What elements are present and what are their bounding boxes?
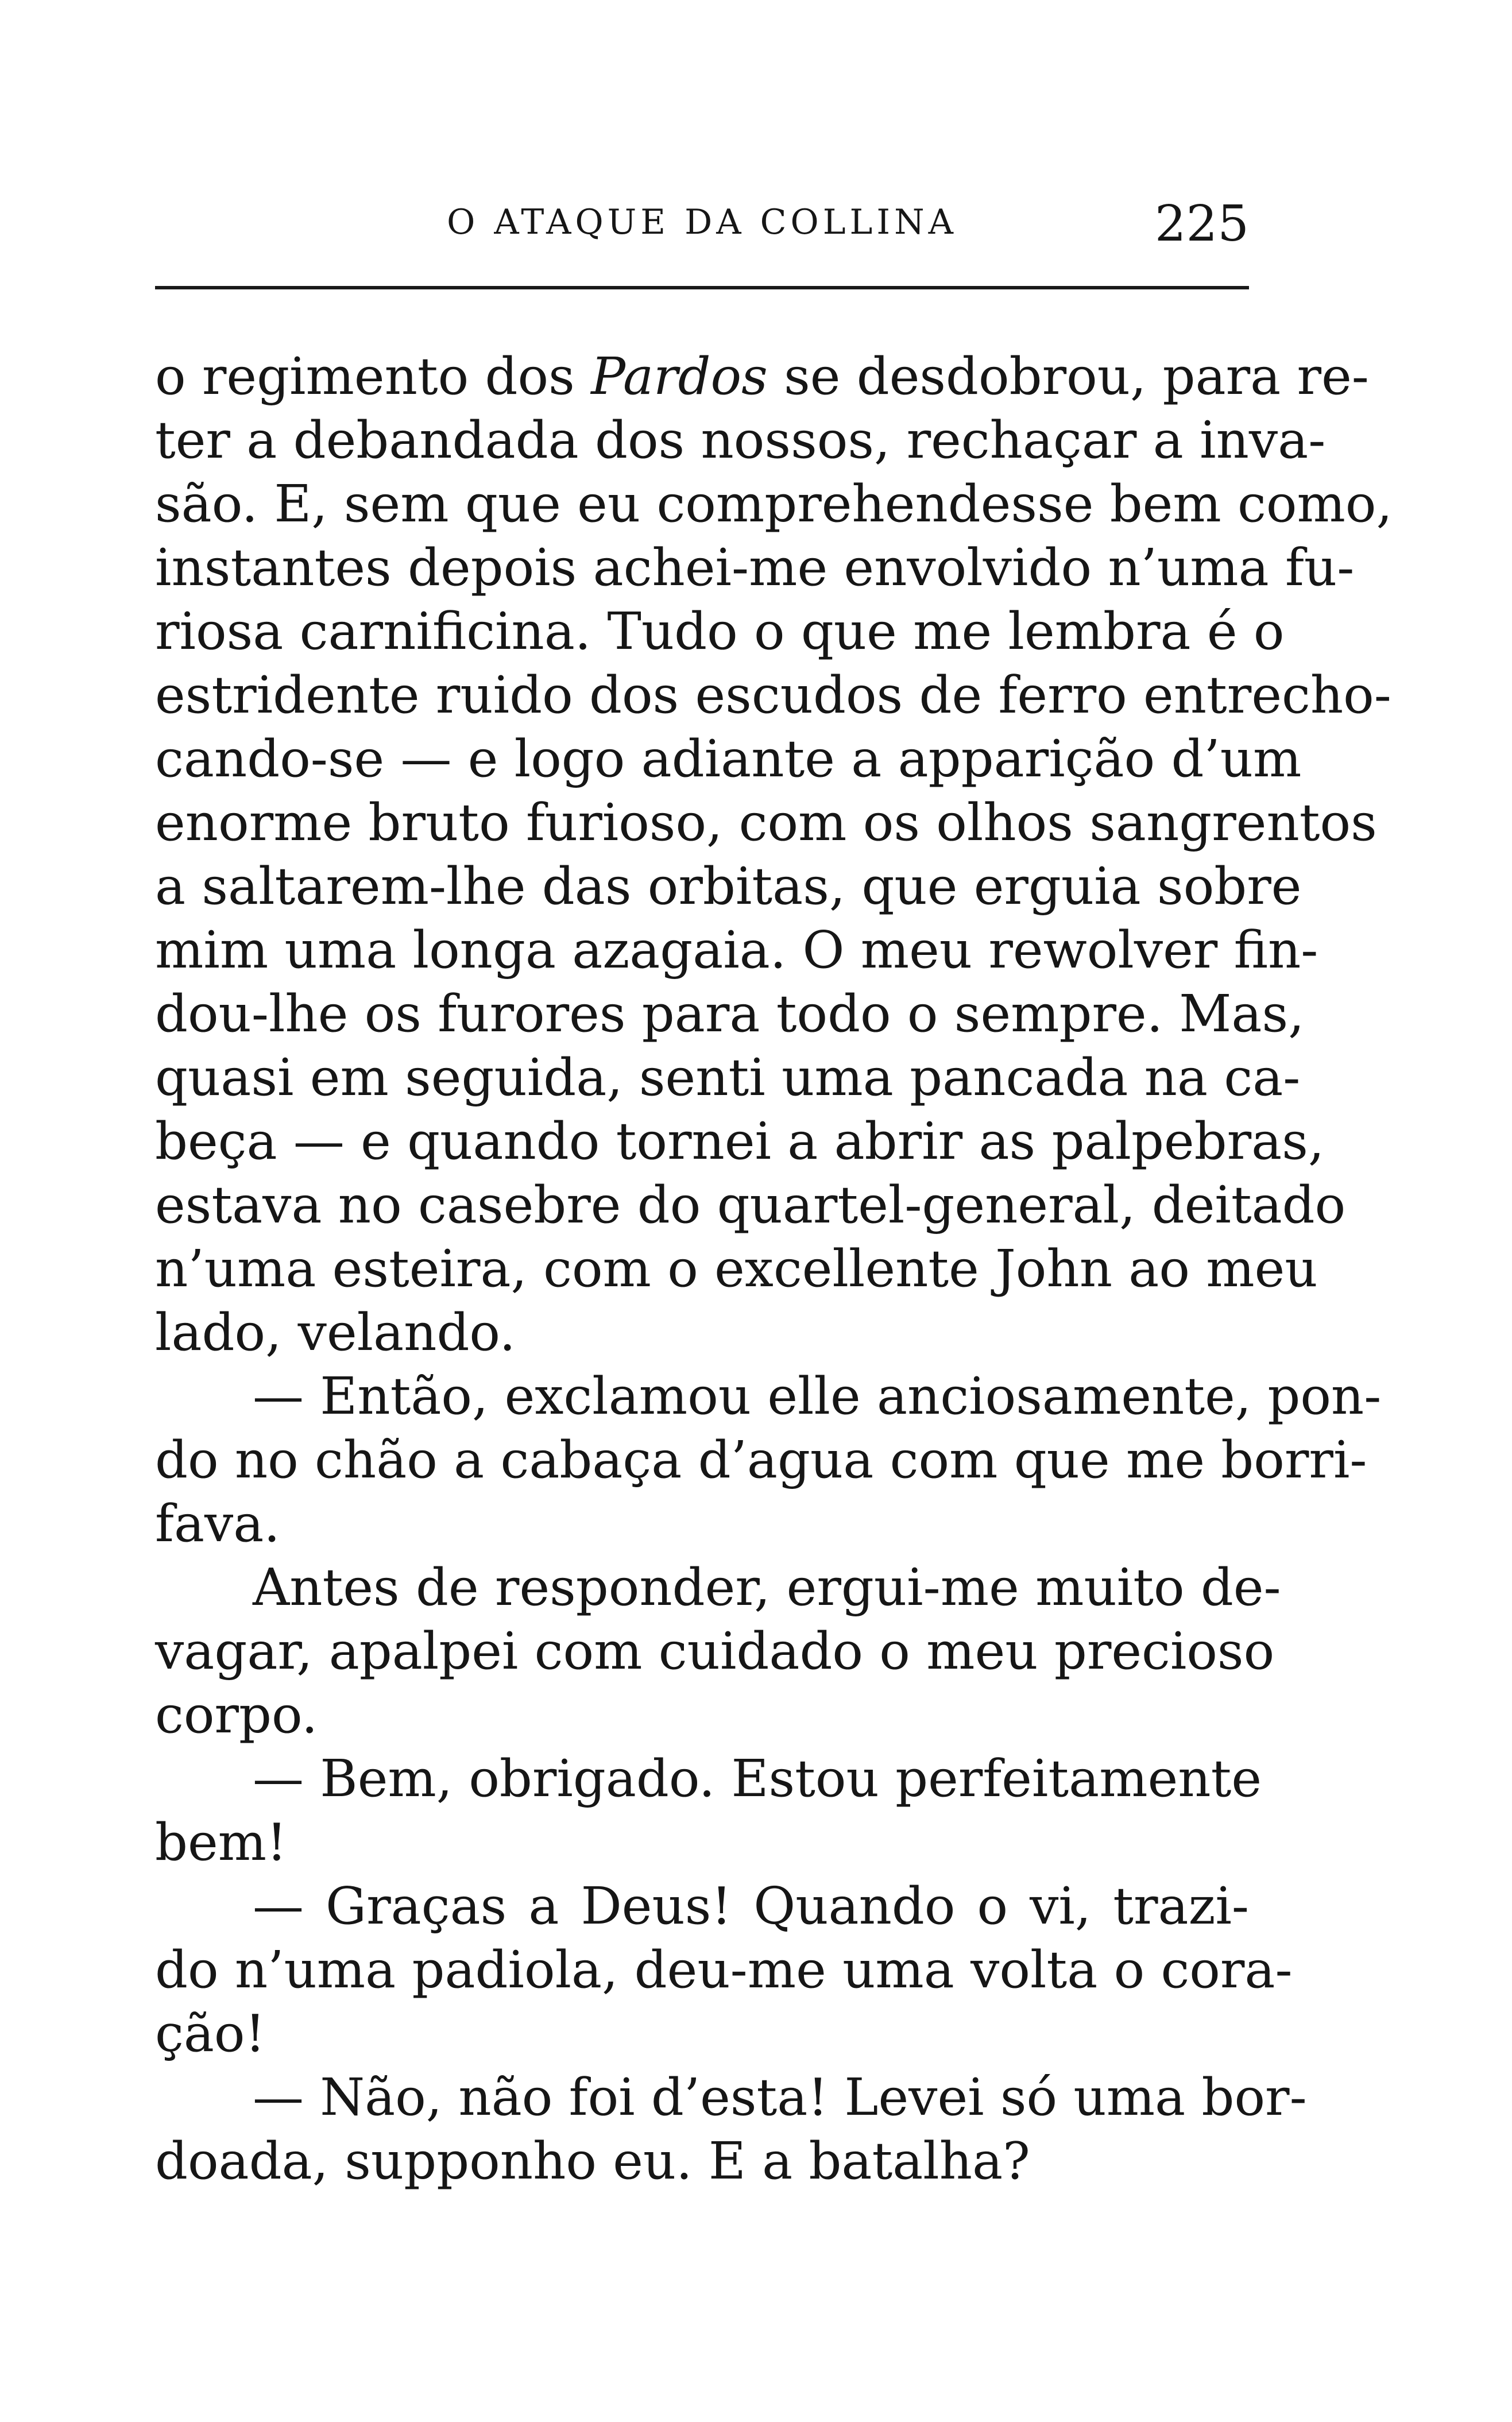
running-head [155, 195, 1249, 264]
text-line: ter a debandada dos nossos, rechaçar a inva- [155, 410, 1326, 470]
text-run: o regimento dos [155, 346, 591, 406]
text-line: dou-lhe os furores para todo o sempre. Mas, [155, 984, 1305, 1043]
text-line: — Graças a Deus! Quando o vi, trazi- [253, 1876, 1249, 1936]
text-line: — Não, não foi d’esta! Levei só uma bor- [253, 2067, 1307, 2127]
text-line: estava no casebre do quartel-general, deitado [155, 1175, 1346, 1235]
header-rule [155, 286, 1249, 289]
text-line: — Bem, obrigado. Estou perfeitamente [253, 1748, 1262, 1808]
text-line: — Então, exclamou elle anciosamente, pon- [253, 1366, 1382, 1426]
text-line: do n’uma padiola, deu-me uma volta o cora- [155, 1940, 1293, 1999]
text-run: se desdobrou, para re- [767, 346, 1369, 406]
text-line: beça — e quando tornei a abrir as palpebras, [155, 1111, 1325, 1171]
text-line: mim uma longa azagaia. O meu rewolver fin- [155, 920, 1318, 980]
text-line: vagar, apalpei com cuidado o meu precioso [155, 1621, 1275, 1681]
text-line: instantes depois achei-me envolvido n’uma fu- [155, 537, 1355, 597]
text-line: do no chão a cabaça d’agua com que me borri- [155, 1430, 1367, 1489]
page-number: 225 [1154, 195, 1249, 253]
text-line: estridente ruido dos escudos de ferro entrecho- [155, 665, 1391, 725]
italic-word: Pardos [591, 346, 768, 406]
running-title: O ATAQUE DA COLLINA [447, 202, 957, 242]
text-line: quasi em seguida, senti uma pancada na ca- [155, 1047, 1301, 1107]
text-line: corpo. [155, 1685, 318, 1744]
text-line: ção! [155, 2003, 266, 2063]
text-line: doada, supponho eu. E a batalha? [155, 2131, 1030, 2191]
text-line: riosa carnificina. Tudo o que me lembra é o [155, 601, 1285, 661]
text-line: enorme bruto furioso, com os olhos sangrentos [155, 792, 1377, 852]
text-line: cando-se — e logo adiante a apparição d’um [155, 729, 1302, 788]
text-line: são. E, sem que eu comprehendesse bem como, [155, 474, 1393, 533]
text-line: a saltarem-lhe das orbitas, que erguia sobre [155, 856, 1302, 916]
text-line: fava. [155, 1494, 280, 1553]
text-line: bem! [155, 1812, 287, 1872]
text-line [155, 345, 1369, 408]
body-text [155, 345, 1393, 2193]
text-line: Antes de responder, ergui-me muito de- [253, 1557, 1281, 1617]
text-line: lado, velando. [155, 1302, 516, 1362]
text-line: n’uma esteira, com o excellente John ao meu [155, 1239, 1318, 1298]
